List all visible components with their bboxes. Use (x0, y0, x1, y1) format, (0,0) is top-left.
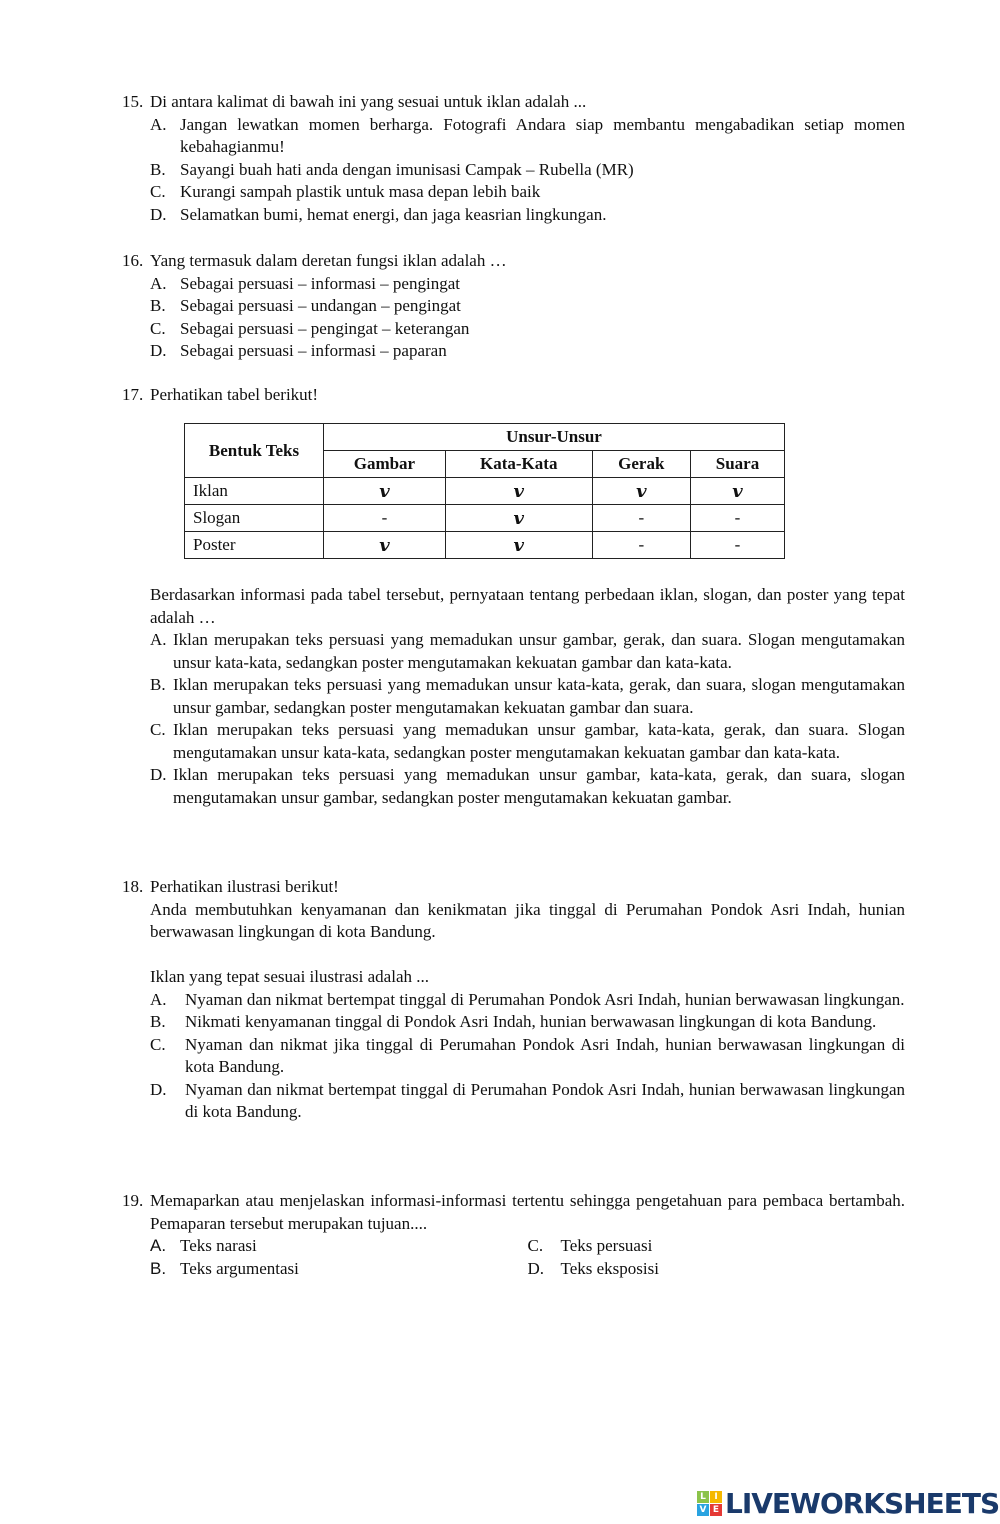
option-letter: D. (150, 765, 167, 784)
option-text: Iklan merupakan teks persuasi yang memadukan unsur kata-kata, gerak, dan suara, slogan mengutamakan unsur gambar, sedangkan poster mengutamakan kekuatan gambar dan suara. (173, 675, 905, 717)
option-letter: C. (150, 720, 166, 739)
option-text: Nyaman dan nikmat jika tinggal di Perumahan Pondok Asri Indah, hunian berwawasan lingkungan di kota Bandung. (185, 1034, 905, 1076)
option-text: Teks eksposisi (560, 1258, 659, 1278)
row-label: Slogan (185, 505, 324, 532)
option-d[interactable] (528, 1258, 906, 1281)
question-stem: Di antara kalimat di bawah ini yang sesuai untuk iklan adalah ... (150, 92, 587, 111)
option-letter: C. (150, 318, 166, 338)
table-cell: - (592, 532, 690, 559)
logo-text: LIVEWORKSHEETS (725, 1487, 1000, 1520)
option-letter: A. (150, 273, 167, 293)
option-text: Kurangi sampah plastik untuk masa depan lebih baik (180, 182, 541, 201)
option-letter: C. (150, 1034, 166, 1054)
option-a[interactable] (122, 629, 905, 674)
table-cell: v (592, 478, 690, 505)
option-text: Sayangi buah hati anda dengan imunisasi Campak – Rubella (MR) (180, 159, 634, 179)
table-cell: v (445, 478, 592, 505)
question-number: 16. (122, 251, 144, 270)
col-header: Gambar (324, 451, 446, 478)
col-header: Kata-Kata (445, 451, 592, 478)
option-text: Sebagai persuasi – pengingat – keterangan (180, 318, 470, 338)
option-text: Sebagai persuasi – informasi – pengingat (180, 273, 460, 293)
option-letter: D. (527, 1258, 545, 1278)
question-stem: Yang termasuk dalam deretan fungsi iklan adalah … (150, 251, 507, 270)
option-text: Nyaman dan nikmat bertempat tinggal di Perumahan Pondok Asri Indah, hunian berwawasan lingkungan. (185, 989, 905, 1009)
col-header: Gerak (592, 451, 690, 478)
table-cell: - (324, 505, 446, 532)
comparison-table (184, 423, 785, 559)
option-c[interactable] (528, 1235, 906, 1258)
option-c[interactable] (122, 318, 905, 341)
option-letter: D. (150, 204, 167, 224)
table-cell: - (690, 505, 784, 532)
question-17-body (122, 584, 905, 809)
option-d[interactable] (122, 340, 905, 363)
option-b[interactable] (122, 295, 905, 318)
option-text: Jangan lewatkan momen berharga. Fotografi Andara siap membantu mengabadikan setiap momen kebahagianmu! (180, 114, 905, 156)
question-16 (122, 250, 905, 363)
logo-letter: L (697, 1491, 709, 1503)
option-text: Sebagai persuasi – informasi – paparan (180, 341, 447, 360)
option-text: Teks persuasi (560, 1236, 653, 1255)
logo-letter: E (710, 1504, 722, 1516)
logo-letter: I (710, 1491, 722, 1503)
option-letter: C. (527, 1236, 544, 1255)
table-cell: v (324, 532, 446, 559)
table-cell: - (690, 532, 784, 559)
logo-icon (697, 1491, 722, 1516)
question-number: 19. (122, 1191, 144, 1210)
table-cell: v (690, 478, 784, 505)
header-unsur: Unsur-Unsur (324, 424, 785, 451)
options (122, 629, 905, 809)
question-18 (122, 876, 905, 1124)
option-c[interactable] (122, 719, 905, 764)
option-letter: A. (150, 630, 167, 649)
option-letter: A. (150, 114, 167, 134)
question-stem: Memaparkan atau menjelaskan informasi-informasi tertentu sehingga pengetahuan para pembaca bertambah. Pemaparan tersebut merupakan tujuan.... (150, 1191, 905, 1233)
option-letter: A. (150, 1236, 167, 1255)
option-c[interactable] (122, 181, 905, 204)
option-letter: B. (150, 1258, 167, 1278)
option-c[interactable] (122, 1034, 905, 1079)
question-17-stem (122, 384, 905, 407)
illustration-text: Anda membutuhkan kenyamanan dan kenikmatan jika tinggal di Perumahan Pondok Asri Indah, hunian berwawasan lingkungan di kota Bandung. (150, 899, 905, 941)
table-cell: v (324, 478, 446, 505)
option-letter: D. (150, 341, 167, 360)
option-d[interactable] (122, 764, 905, 809)
option-text: Teks narasi (180, 1236, 257, 1255)
options (122, 114, 905, 227)
table-row (185, 532, 785, 559)
logo-letter: V (697, 1504, 709, 1516)
question-number: 15. (122, 92, 144, 111)
col-header: Suara (690, 451, 784, 478)
header-bentuk-teks: Bentuk Teks (185, 424, 324, 478)
question-number: 17. (122, 385, 144, 404)
option-text: Selamatkan bumi, hemat energi, dan jaga keasrian lingkungan. (180, 204, 607, 224)
option-text: Teks argumentasi (180, 1258, 299, 1278)
options (150, 1235, 905, 1280)
question-text: Iklan yang tepat sesuai ilustrasi adalah ... (150, 967, 429, 986)
options (122, 273, 905, 363)
question-stem: Perhatikan ilustrasi berikut! (150, 877, 339, 896)
liveworksheets-logo (697, 1487, 999, 1520)
option-letter: B. (150, 159, 166, 179)
table-cell: - (592, 505, 690, 532)
option-b[interactable] (122, 1011, 905, 1034)
row-label: Iklan (185, 478, 324, 505)
option-letter: A. (150, 989, 167, 1009)
option-text: Nyaman dan nikmat bertempat tinggal di Perumahan Pondok Asri Indah, hunian berwawasan lingkungan di kota Bandung. (185, 1079, 905, 1121)
question-stem: Perhatikan tabel berikut! (150, 385, 319, 404)
option-letter: B. (150, 675, 166, 694)
option-a[interactable] (122, 114, 905, 159)
option-letter: D. (150, 1079, 167, 1099)
question-paragraph: Berdasarkan informasi pada tabel tersebut, pernyataan tentang perbedaan iklan, slogan, dan poster yang tepat adalah … (150, 585, 905, 627)
option-text: Nikmati kenyamanan tinggal di Pondok Asri Indah, hunian berwawasan lingkungan di kota Bandung. (185, 1012, 877, 1031)
option-a[interactable] (150, 1235, 528, 1258)
table-row (185, 478, 785, 505)
option-letter: C. (150, 182, 166, 201)
option-b[interactable] (122, 159, 905, 182)
option-text: Iklan merupakan teks persuasi yang memadukan unsur gambar, kata-kata, gerak, dan suara. Slogan mengutamakan unsur kata-kata, sedangkan poster mengutamakan kekuatan gambar dan kata-kata. (173, 720, 905, 762)
option-letter: B. (150, 296, 166, 315)
option-a[interactable] (122, 989, 905, 1012)
option-d[interactable] (122, 204, 905, 227)
table-cell: v (445, 532, 592, 559)
option-b[interactable] (150, 1258, 528, 1281)
option-text: Iklan merupakan teks persuasi yang memadukan unsur gambar, gerak, dan suara. Slogan mengutamakan unsur kata-kata, sedangkan poster mengutamakan kekuatan gambar dan kata-kata. (173, 630, 905, 672)
option-text: Iklan merupakan teks persuasi yang memadukan unsur gambar, kata-kata, gerak, dan suara, slogan mengutamakan unsur gambar, sedangkan poster mengutamakan kekuatan gambar. (173, 765, 905, 807)
option-d[interactable] (122, 1079, 905, 1124)
question-19 (122, 1190, 905, 1280)
options (122, 989, 905, 1124)
table-row (185, 505, 785, 532)
row-label: Poster (185, 532, 324, 559)
option-text: Sebagai persuasi – undangan – pengingat (180, 296, 461, 315)
option-letter: B. (150, 1012, 166, 1031)
question-number: 18. (122, 877, 144, 896)
table-cell: v (445, 505, 592, 532)
option-b[interactable] (122, 674, 905, 719)
question-15 (122, 91, 905, 226)
option-a[interactable] (122, 273, 905, 296)
